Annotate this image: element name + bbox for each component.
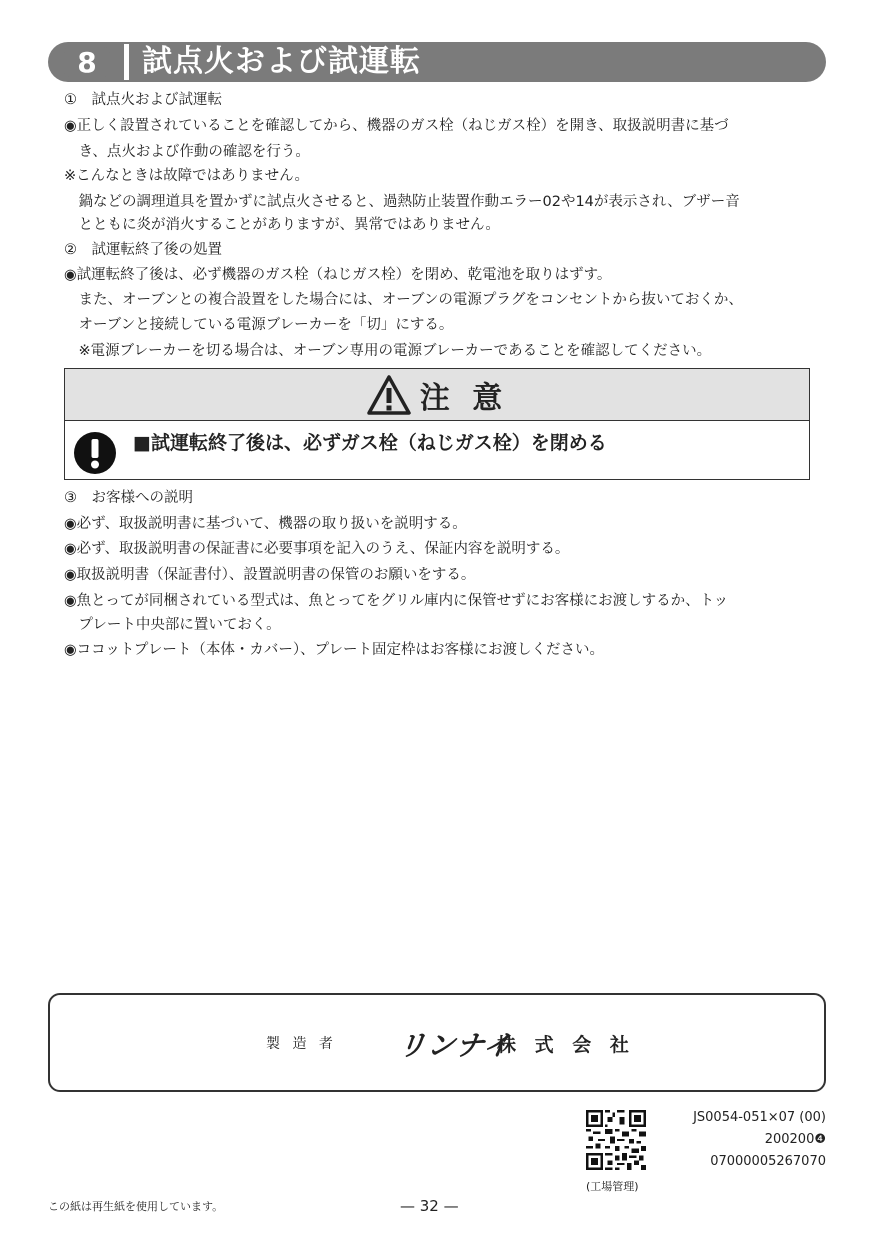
company-suffix: 株 式 会 社 [497, 1034, 635, 1056]
caution-box [64, 368, 810, 480]
caution-title: 注 意 [419, 380, 509, 416]
section1-heading: ① 試点火および試運転 [64, 92, 222, 108]
warning-triangle-icon [366, 374, 412, 416]
brand-logo: リンナイ [396, 1029, 514, 1062]
section1-line: とともに炎が消火することがありますが、異常ではありません。 [64, 217, 500, 233]
mandatory-action-icon [73, 431, 117, 475]
product-code: 07000005267070 [710, 1154, 826, 1169]
section3-line: ◉必ず、取扱説明書に基づいて、機器の取り扱いを説明する。 [64, 516, 467, 532]
section3-line: ◉魚とってが同梱されている型式は、魚とってをグリル庫内に保管せずにお客様にお渡しするか、トッ [64, 593, 729, 609]
section1-line: き、点火および作動の確認を行う。 [64, 144, 310, 160]
caution-header [65, 369, 809, 421]
section3-line: ◉ココットプレート（本体・カバー）、プレート固定枠はお客様にお渡しください。 [64, 642, 605, 658]
section-number: 8 [64, 47, 110, 77]
revision-code: 200200❹ [764, 1132, 826, 1147]
recycled-paper-note: この紙は再生紙を使用しています。 [48, 1200, 224, 1213]
section1-note: ※こんなときは故障ではありません。 [64, 168, 310, 184]
section2-line: ◉試運転終了後は、必ず機器のガス栓（ねじガス栓）を閉め、乾電池を取りはずす。 [64, 267, 612, 283]
qr-caption: (工場管理) [586, 1180, 639, 1193]
page-number: — 32 — [400, 1197, 459, 1215]
section2-line: また、オーブンとの複合設置をした場合には、オーブンの電源プラグをコンセントから抜いておくか、 [64, 292, 743, 308]
section1-line: 鍋などの調理道具を置かずに試点火させると、過熱防止装置作動エラー02や14が表示され、ブザー音 [64, 194, 740, 210]
header-divider [124, 44, 129, 80]
section2-note: ※電源ブレーカーを切る場合は、オーブン専用の電源ブレーカーであることを確認してください。 [64, 343, 712, 359]
manufacturer-label: 製 造 者 [266, 1036, 337, 1052]
qr-code [586, 1110, 646, 1170]
section2-heading: ② 試運転終了後の処置 [64, 242, 222, 258]
document-code: JS0054-051×07 (00) [693, 1110, 826, 1125]
section-title: 試点火および試運転 [142, 44, 421, 79]
section3-heading: ③ お客様への説明 [64, 490, 193, 506]
section3-line: ◉必ず、取扱説明書の保証書に必要事項を記入のうえ、保証内容を説明する。 [64, 541, 570, 557]
section2-line: オーブンと接続している電源ブレーカーを「切」にする。 [64, 317, 454, 333]
caution-text: ■試運転終了後は、必ずガス栓（ねじガス栓）を閉める [133, 432, 607, 454]
section3-line: プレート中央部に置いておく。 [64, 617, 281, 633]
section1-line: ◉正しく設置されていることを確認してから、機器のガス栓（ねじガス栓）を開き、取扱説明書に基づ [64, 118, 729, 134]
section3-line: ◉取扱説明書（保証書付）、設置説明書の保管のお願いをする。 [64, 567, 476, 583]
